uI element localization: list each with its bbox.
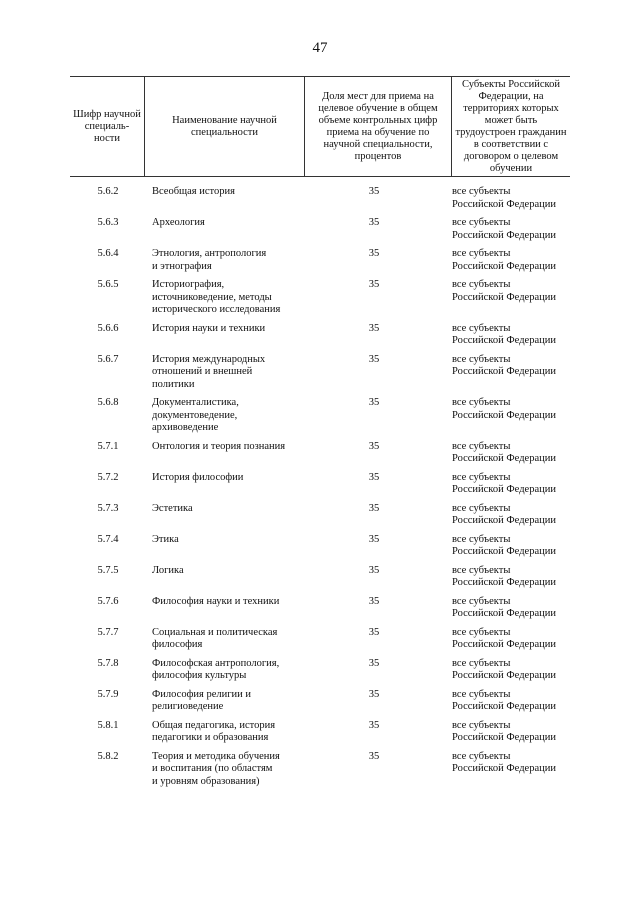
row-subjects-line: все субъекты [452, 471, 511, 483]
row-code: 5.6.7 [97, 353, 119, 365]
row-specialty-name [146, 627, 304, 652]
row-subjects-line: все субъекты [452, 397, 511, 408]
row-share: 35 [368, 397, 380, 408]
row-specialty-name [146, 658, 304, 683]
row-subjects-line: все субъекты [452, 502, 511, 514]
row-subjects-line: Российской Федерации [452, 670, 556, 681]
row-subjects-line: Российской Федерации [452, 546, 556, 557]
row-subjects-line: все субъекты [452, 322, 511, 334]
row-subjects-line: Российской Федерации [452, 260, 556, 272]
row-specialty-name-line: Всеобщая история [152, 186, 235, 197]
row-specialty-name-line: Теория и методика обучения [152, 750, 280, 762]
row-subjects-line: Российской Федерации [452, 453, 556, 464]
row-subjects-line: все субъекты [452, 279, 511, 290]
row-specialty-name-line: История международных [152, 353, 266, 365]
header-subjects: Субъекты Российской Федерации, на территориях которых может быть трудоустроен гражданин в соответствии с договором о целевом обучении [452, 77, 571, 177]
row-subjects-line: Российской Федерации [452, 229, 556, 241]
row-specialty-name [146, 565, 304, 590]
row-specialty-name-line: Общая педагогика, история [152, 719, 276, 731]
row-share: 35 [368, 533, 380, 545]
row-subjects-line: все субъекты [452, 750, 511, 762]
table-row [70, 689, 570, 714]
table-row [70, 534, 570, 559]
row-specialty-name-line: Философская антропология, [152, 657, 280, 669]
row-code: 5.7.1 [97, 440, 119, 452]
page-number: 47 [312, 40, 328, 56]
row-specialty-name [146, 323, 304, 348]
row-share: 35 [368, 279, 380, 290]
row-specialty-name-line: Документалистика, [152, 397, 239, 408]
table-row [70, 720, 570, 745]
row-specialty-name-line: Онтология и теория познания [152, 440, 286, 452]
row-share: 35 [368, 186, 380, 197]
row-specialty-name [146, 186, 304, 211]
row-specialty-name-line: Философия религии и [152, 688, 252, 700]
header-code: Шифр научной специаль-ности [70, 77, 145, 177]
row-specialty-name [146, 354, 304, 392]
row-code: 5.6.2 [97, 186, 119, 197]
row-subjects [444, 248, 570, 273]
row-specialty-name [146, 751, 304, 789]
row-subjects [444, 397, 570, 435]
row-specialty-name-line: и этнография [152, 260, 212, 272]
row-code: 5.7.6 [97, 595, 119, 607]
table-row [70, 186, 570, 211]
row-specialty-name-line: Этнология, антропология [152, 248, 267, 259]
row-share: 35 [368, 750, 380, 762]
row-specialty-name-line: философия [152, 639, 203, 650]
row-code: 5.7.8 [97, 657, 119, 669]
row-code: 5.6.8 [97, 397, 119, 408]
row-subjects-line: все субъекты [452, 719, 511, 731]
table-row [70, 751, 570, 789]
row-specialty-name-line: История философии [152, 471, 244, 483]
row-subjects [444, 323, 570, 348]
row-subjects [444, 596, 570, 621]
row-subjects-line: Российской Федерации [452, 763, 556, 774]
table-body [70, 186, 570, 794]
row-subjects-line: все субъекты [452, 217, 511, 228]
row-share: 35 [368, 719, 380, 731]
row-subjects-line: все субъекты [452, 626, 511, 638]
row-subjects [444, 186, 570, 211]
row-specialty-name [146, 689, 304, 714]
row-subjects-line: все субъекты [452, 248, 511, 259]
row-subjects [444, 279, 570, 317]
row-share: 35 [368, 688, 380, 700]
row-subjects-line: Российской Федерации [452, 335, 556, 346]
row-subjects-line: Российской Федерации [452, 732, 556, 743]
row-share: 35 [368, 322, 380, 334]
row-code: 5.7.4 [97, 533, 119, 545]
header-share: Доля мест для приема на целевое обучение в общем объеме контрольных цифр приема на обучение по научной специальности, процентов [305, 77, 452, 177]
row-specialty-name-line: отношений и внешней [152, 366, 253, 377]
row-code: 5.6.3 [97, 217, 119, 228]
row-subjects [444, 472, 570, 497]
row-subjects [444, 565, 570, 590]
row-specialty-name-line: Этика [152, 533, 179, 545]
row-subjects-line: все субъекты [452, 533, 511, 545]
row-subjects-line: Российской Федерации [452, 484, 556, 495]
row-code: 5.7.5 [97, 564, 119, 576]
row-code: 5.8.2 [97, 750, 119, 762]
row-share: 35 [368, 502, 380, 514]
row-subjects [444, 441, 570, 466]
table-row [70, 658, 570, 683]
row-subjects [444, 354, 570, 392]
row-subjects-line: все субъекты [452, 564, 511, 576]
row-specialty-name-line: Археология [152, 217, 205, 228]
row-specialty-name-line: философия культуры [152, 670, 247, 681]
row-subjects-line: Российской Федерации [452, 515, 556, 526]
row-subjects-line: все субъекты [452, 186, 511, 197]
row-subjects-line: Российской Федерации [452, 608, 556, 619]
row-subjects-line: Российской Федерации [452, 291, 556, 303]
row-share: 35 [368, 626, 380, 638]
row-specialty-name-line: История науки и техники [152, 322, 266, 334]
row-code: 5.8.1 [97, 719, 119, 731]
row-code: 5.7.9 [97, 688, 119, 700]
row-specialty-name-line: документоведение, [152, 409, 238, 421]
row-code: 5.7.3 [97, 502, 119, 514]
row-share: 35 [368, 595, 380, 607]
table-row [70, 472, 570, 497]
row-subjects-line: все субъекты [452, 440, 511, 452]
table-row [70, 279, 570, 317]
table-row [70, 354, 570, 392]
row-specialty-name [146, 534, 304, 559]
table-row [70, 323, 570, 348]
table-row [70, 397, 570, 435]
row-subjects [444, 627, 570, 652]
row-specialty-name [146, 596, 304, 621]
table-row [70, 217, 570, 242]
row-subjects [444, 217, 570, 242]
table-row [70, 596, 570, 621]
row-specialty-name-line: и воспитания (по областям [152, 763, 273, 774]
header-name: Наименование научной специальности [145, 77, 305, 177]
row-subjects-line: все субъекты [452, 353, 511, 365]
row-subjects-line: все субъекты [452, 595, 511, 607]
row-share: 35 [368, 657, 380, 669]
row-specialty-name [146, 720, 304, 745]
row-specialty-name [146, 472, 304, 497]
table-header [70, 76, 570, 177]
row-specialty-name [146, 217, 304, 242]
row-specialty-name-line: источниковедение, методы [152, 291, 272, 303]
table-row [70, 627, 570, 652]
row-specialty-name [146, 248, 304, 273]
row-subjects-line: Российской Федерации [452, 701, 556, 712]
row-specialty-name-line: Философия науки и техники [152, 595, 280, 607]
row-subjects [444, 751, 570, 789]
row-specialty-name [146, 503, 304, 528]
table-row [70, 441, 570, 466]
row-subjects-line: Российской Федерации [452, 366, 556, 377]
row-share: 35 [368, 471, 380, 483]
row-share: 35 [368, 248, 380, 259]
row-code: 5.7.2 [97, 471, 119, 483]
row-subjects [444, 534, 570, 559]
row-specialty-name-line: Социальная и политическая [152, 626, 278, 638]
row-subjects-line: все субъекты [452, 688, 511, 700]
row-specialty-name-line: Логика [152, 564, 184, 576]
row-specialty-name-line: Эстетика [152, 502, 193, 514]
row-specialty-name-line: религиоведение [152, 701, 224, 712]
row-specialty-name-line: архивоведение [152, 422, 219, 433]
row-share: 35 [368, 564, 380, 576]
row-subjects-line: все субъекты [452, 657, 511, 669]
row-specialty-name-line: и уровням образования) [152, 775, 260, 787]
row-subjects [444, 658, 570, 683]
row-specialty-name-line: политики [152, 378, 195, 390]
row-specialty-name-line: педагогики и образования [152, 732, 269, 743]
row-code: 5.7.7 [97, 626, 119, 638]
table-row [70, 503, 570, 528]
row-subjects [444, 503, 570, 528]
row-specialty-name-line: Историография, [152, 279, 225, 290]
row-subjects-line: Российской Федерации [452, 577, 556, 588]
row-share: 35 [368, 217, 380, 228]
row-subjects-line: Российской Федерации [452, 639, 556, 650]
row-share: 35 [368, 440, 380, 452]
row-specialty-name [146, 397, 304, 435]
row-code: 5.6.4 [97, 248, 119, 259]
row-specialty-name [146, 279, 304, 317]
row-specialty-name [146, 441, 304, 466]
row-subjects-line: Российской Федерации [452, 198, 556, 210]
row-share: 35 [368, 353, 380, 365]
row-subjects [444, 720, 570, 745]
row-subjects [444, 689, 570, 714]
row-subjects-line: Российской Федерации [452, 409, 556, 421]
row-specialty-name-line: исторического исследования [152, 304, 281, 315]
row-code: 5.6.5 [97, 279, 119, 290]
row-code: 5.6.6 [97, 322, 119, 334]
table-row [70, 565, 570, 590]
table-row [70, 248, 570, 273]
